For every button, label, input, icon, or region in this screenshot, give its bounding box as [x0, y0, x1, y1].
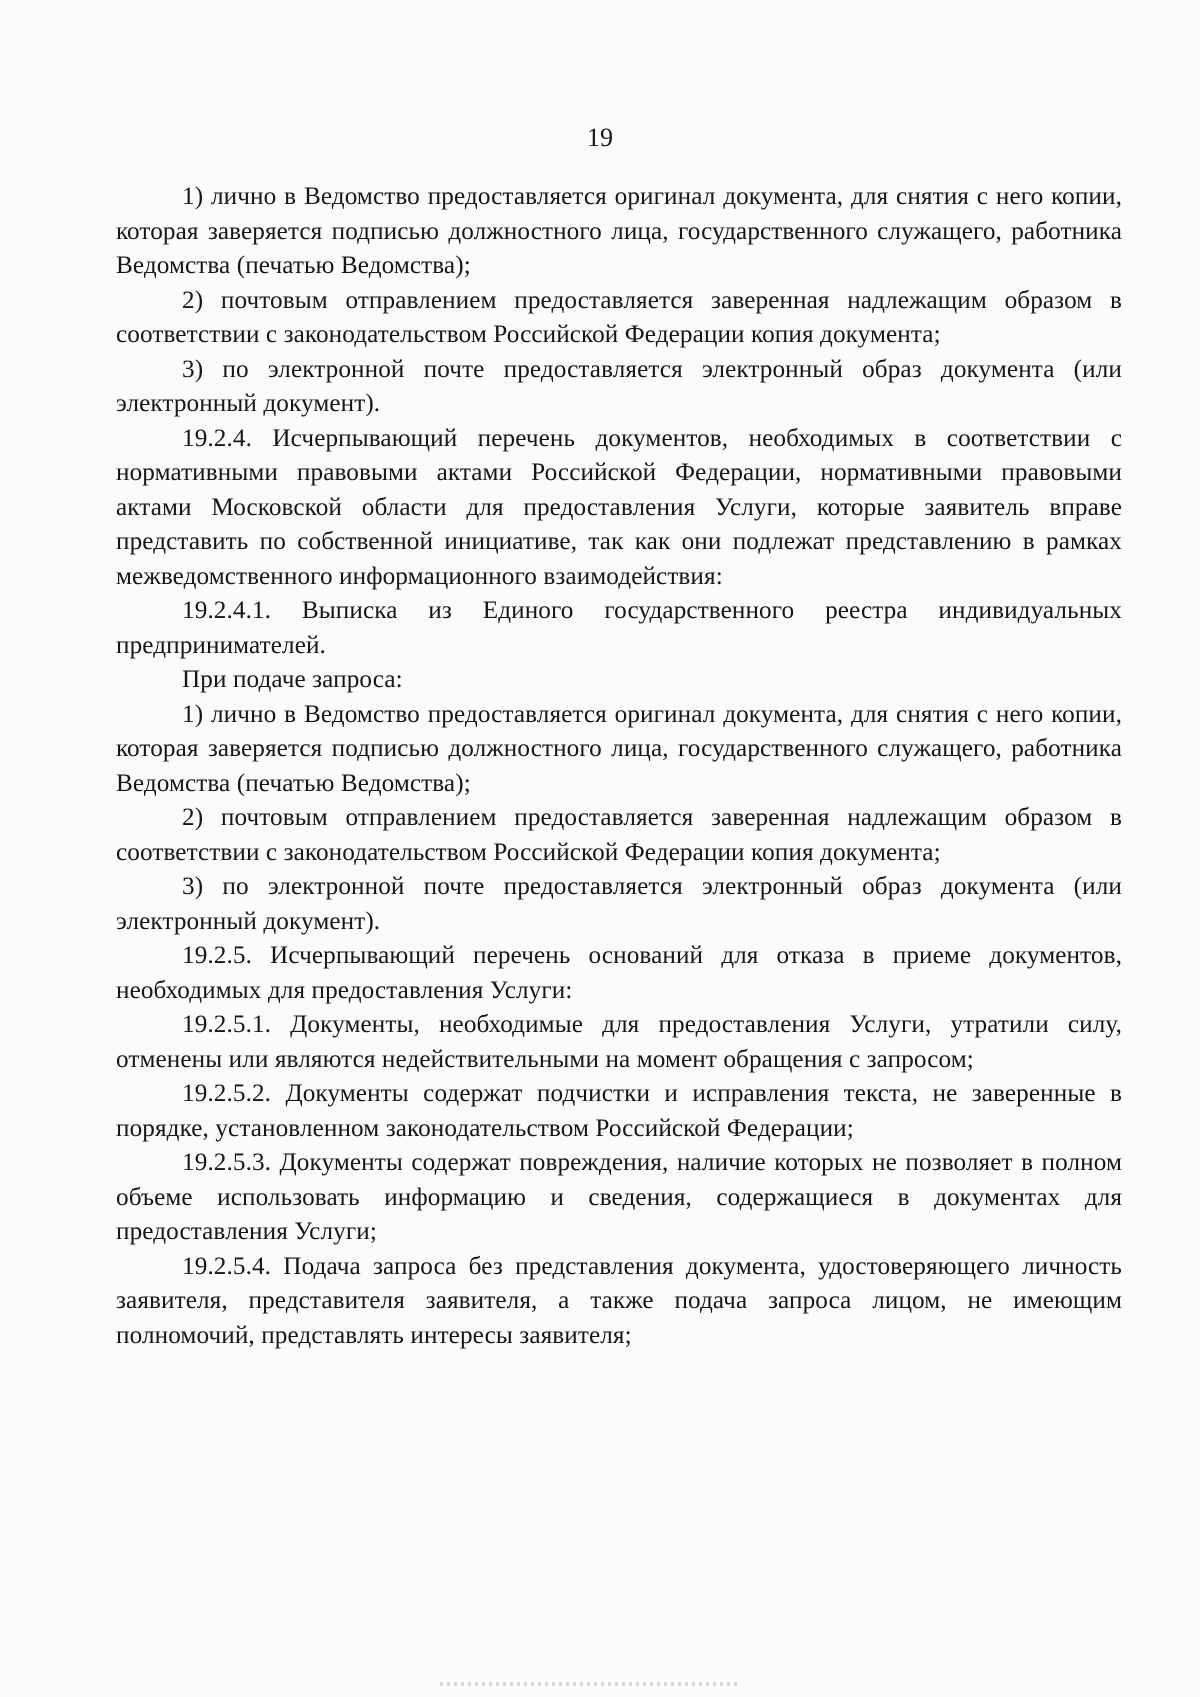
paragraph-10: 19.2.5. Исчерпывающий перечень оснований для отказа в приеме документов, необходимых для предоставления Услуги:: [116, 942, 1122, 1004]
paragraph-2: 2) почтовым отправлением предоставляется заверенная надлежащим образом в соответствии с законодательством Российской Федерации копия документа;: [116, 286, 1122, 348]
paragraph-4: 19.2.4. Исчерпывающий перечень документов, необходимых в соответствии с нормативными правовыми актами Российской Федерации, нормативными правовыми актами Московской области для предоставления Услуги, которые заявитель вправе представить по собственной инициативе, так как они подлежат представлению в рамках межведомственного информационного взаимодействия:: [116, 424, 1122, 590]
paragraph-12: 19.2.5.2. Документы содержат подчистки и исправления текста, не заверенные в порядке, установленном законодательством Российской Федерации;: [116, 1080, 1122, 1142]
paragraph-7: 1) лично в Ведомство предоставляется оригинал документа, для снятия с него копии, которая заверяется подписью должностного лица, государственного служащего, работника Ведомства (печатью Ведомства);: [116, 700, 1122, 797]
paragraph-14: 19.2.5.4. Подача запроса без представления документа, удостоверяющего личность заявителя, представителя заявителя, а также подача запроса лицом, не имеющим полномочий, представлять интересы заявителя;: [116, 1252, 1122, 1349]
paragraph-8: 2) почтовым отправлением предоставляется заверенная надлежащим образом в соответствии с законодательством Российской Федерации копия документа;: [116, 804, 1122, 866]
scan-artifact: [440, 1682, 740, 1686]
paragraph-13: 19.2.5.3. Документы содержат повреждения, наличие которых не позволяет в полном объеме использовать информацию и сведения, содержащиеся в документах для предоставления Услуги;: [116, 1149, 1122, 1245]
paragraph-9: 3) по электронной почте предоставляется электронный образ документа (или электронный документ).: [116, 873, 1122, 935]
paragraph-3: 3) по электронной почте предоставляется электронный образ документа (или электронный документ).: [116, 355, 1122, 417]
paragraph-6: При подаче запроса:: [182, 666, 403, 693]
paragraph-11: 19.2.5.1. Документы, необходимые для предоставления Услуги, утратили силу, отменены или являются недействительными на момент обращения с запросом;: [116, 1011, 1122, 1073]
document-body: [116, 180, 1122, 1353]
page-number: 19: [587, 123, 613, 152]
paragraph-1: 1) лично в Ведомство предоставляется оригинал документа, для снятия с него копии, которая заверяется подписью должностного лица, государственного служащего, работника Ведомства (печатью Ведомства);: [116, 183, 1122, 279]
paragraph-5: 19.2.4.1. Выписка из Единого государственного реестра индивидуальных предпринимателей.: [116, 597, 1122, 659]
